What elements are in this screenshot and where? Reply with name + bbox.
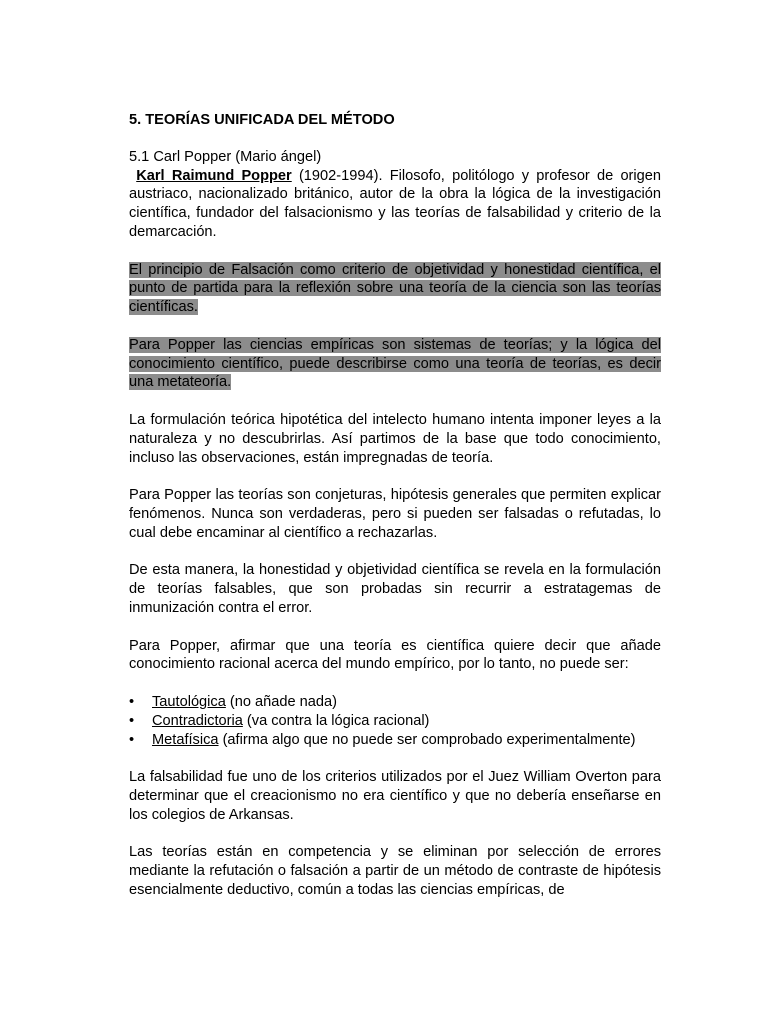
paragraph-formulacion: La formulación teórica hipotética del intelecto humano intenta imponer leyes a la naturaleza y no descubrirlas. Así partimos de la base que todo conocimiento, incluso las observaciones, están impregnadas de teoría. bbox=[129, 411, 661, 466]
author-name: Karl Raimund Popper bbox=[136, 167, 292, 184]
highlighted-text: El principio de Falsación como criterio de objetividad y honestidad científica, el punto de partida para la reflexión sobre una teoría de la ciencia son las teorías científicas. bbox=[129, 261, 661, 316]
list-item-desc: (afirma algo que no puede ser comprobado experimentalmente) bbox=[218, 731, 636, 748]
list-item-term: Contradictoria bbox=[152, 712, 243, 729]
section-heading: 5. TEORÍAS UNIFICADA DEL MÉTODO bbox=[129, 112, 395, 128]
list-item-desc: (no añade nada) bbox=[225, 693, 338, 710]
paragraph-afirmar: Para Popper, afirmar que una teoría es científica quiere decir que añade conocimiento racional acerca del mundo empírico, por lo tanto, no puede ser: bbox=[129, 637, 661, 673]
criteria-list bbox=[129, 693, 661, 749]
list-item-desc: (va contra la lógica racional) bbox=[242, 712, 430, 729]
list-item-term: Metafísica bbox=[152, 731, 219, 748]
paragraph-conjeturas: Para Popper las teorías son conjeturas, hipótesis generales que permiten explicar fenómenos. Nunca son verdaderas, pero si pueden ser falsadas o refutadas, lo cual debe encaminar al científico a rechazarlas. bbox=[129, 487, 661, 541]
intro-text: (1902-1994). Filosofo, politólogo y profesor de origen austriaco, nacionalizado británico, autor de la obra la lógica de la investigación científica, fundador del falsacionismo y las teorías de falsabilidad y criterio de la demarcación. bbox=[129, 167, 662, 240]
list-item bbox=[129, 712, 661, 731]
highlighted-paragraph-1 bbox=[129, 261, 661, 317]
list-item bbox=[129, 731, 661, 750]
list-item-term: Tautológica bbox=[152, 693, 226, 710]
paragraph-competencia: Las teorías están en competencia y se eliminan por selección de errores mediante la refutación o falsación a partir de un método de contraste de hipótesis esencialmente deductivo, común a todas las ciencias empíricas, de bbox=[129, 844, 661, 898]
document-body bbox=[129, 111, 661, 900]
highlighted-text: Para Popper las ciencias empíricas son sistemas de teorías; y la lógica del conocimiento científico, puede describirse como una teoría de teorías, es decir una metateoría. bbox=[129, 336, 661, 391]
highlighted-paragraph-2 bbox=[129, 336, 661, 392]
intro-paragraph bbox=[129, 167, 661, 242]
subsection-heading: 5.1 Carl Popper (Mario ángel) bbox=[129, 148, 322, 165]
paragraph-overton: La falsabilidad fue uno de los criterios utilizados por el Juez William Overton para determinar que el creacionismo no era científico y que no debería enseñarse en los colegios de Arkansas. bbox=[129, 769, 661, 823]
paragraph-honestidad: De esta manera, la honestidad y objetividad científica se revela en la formulación de teorías falsables, que son probadas sin recurrir a estratagemas de inmunización contra el error. bbox=[129, 562, 661, 616]
list-item bbox=[129, 693, 661, 712]
